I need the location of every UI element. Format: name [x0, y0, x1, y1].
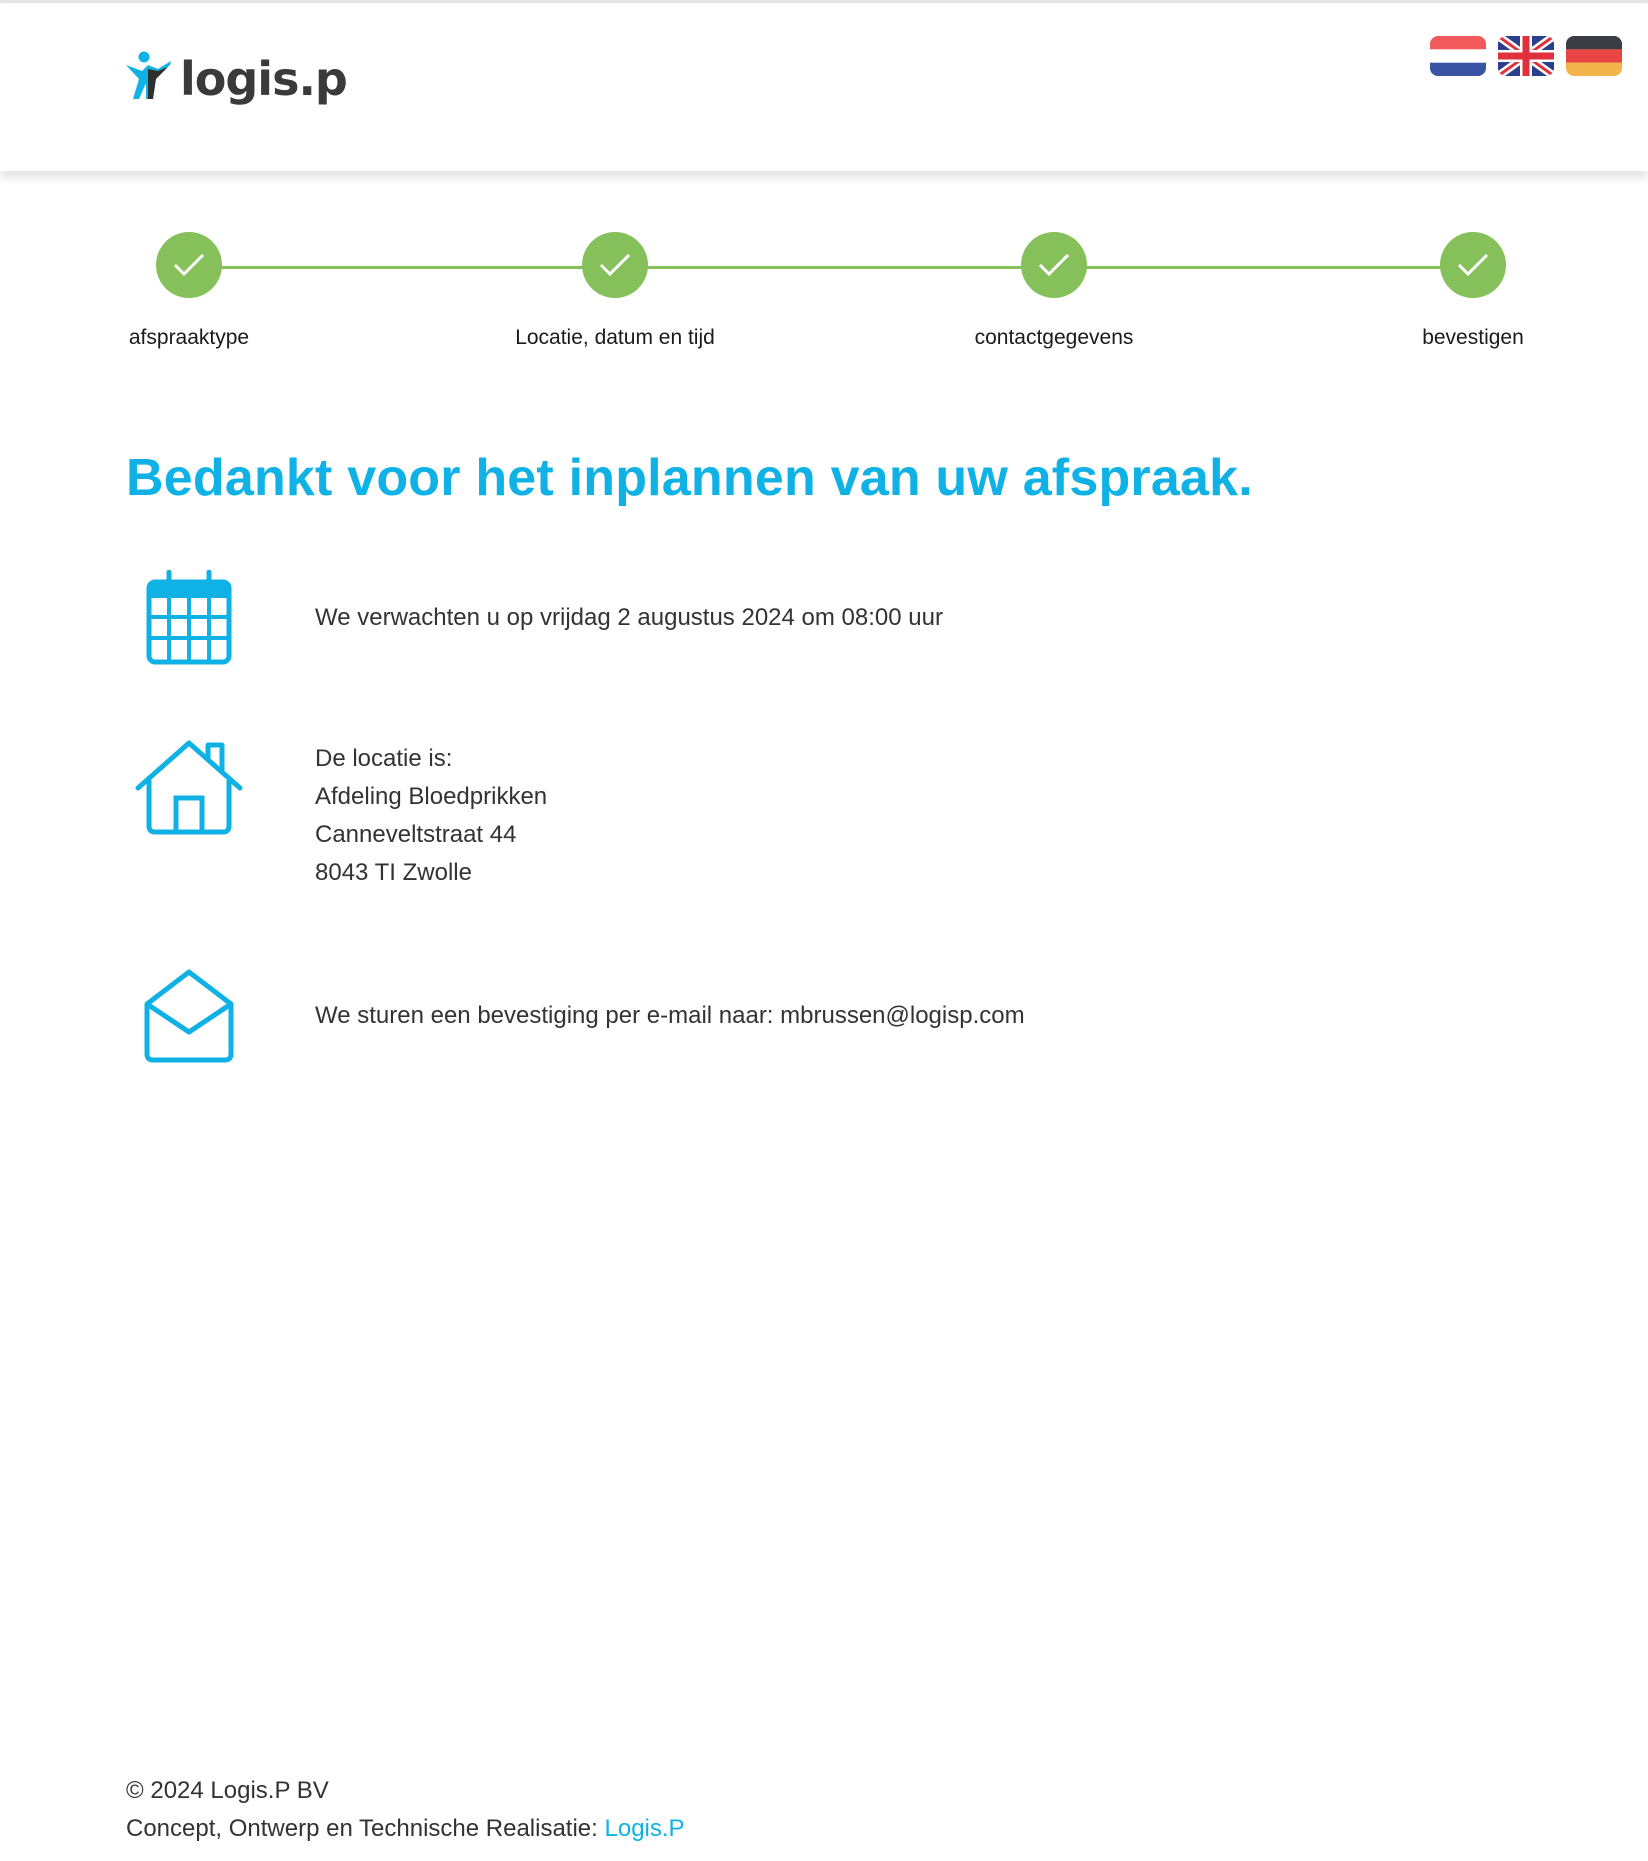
progress-stepper	[0, 232, 1648, 382]
page-title: Bedankt voor het inplannen van uw afspraak.	[126, 449, 1253, 507]
step-afspraaktype	[79, 232, 299, 354]
credit-line	[126, 1810, 685, 1848]
envelope-icon	[126, 968, 252, 1064]
confirmation-email-text: We sturen een bevestiging per e-mail naar: mbrussen@logisp.com	[315, 1002, 1025, 1029]
step-check-circle	[156, 232, 222, 298]
logisp-link[interactable]: Logis.P	[604, 1815, 685, 1842]
logo-person-icon	[124, 51, 174, 107]
step-locatie	[505, 232, 725, 354]
logo[interactable]	[124, 51, 347, 107]
uk-flag-icon[interactable]	[1498, 36, 1554, 76]
stepper-connector	[189, 266, 1473, 269]
calendar-icon	[126, 570, 252, 666]
step-label: afspraaktype	[128, 326, 250, 349]
step-label: contactgegevens	[974, 326, 1134, 349]
credit-prefix: Concept, Ontwerp en Technische Realisatie:	[126, 1815, 605, 1842]
step-bevestigen	[1363, 232, 1583, 354]
copyright-text: © 2024 Logis.P BV	[126, 1777, 329, 1804]
german-flag-icon[interactable]	[1566, 36, 1622, 76]
step-check-circle	[1021, 232, 1087, 298]
location-name: Afdeling Bloedprikken	[315, 783, 548, 810]
location-label: De locatie is:	[315, 745, 453, 772]
dutch-flag-icon[interactable]	[1430, 36, 1486, 76]
location-city: 8043 TI Zwolle	[315, 859, 472, 886]
site-header	[0, 3, 1648, 171]
checkmark-icon	[1456, 252, 1490, 278]
step-check-circle	[582, 232, 648, 298]
appointment-date-row	[126, 570, 1526, 670]
home-icon	[126, 740, 252, 836]
checkmark-icon	[598, 252, 632, 278]
language-switcher	[1430, 36, 1622, 76]
checkmark-icon	[172, 252, 206, 278]
location-street: Canneveltstraat 44	[315, 821, 517, 848]
checkmark-icon	[1037, 252, 1071, 278]
logo-text: logis.p	[180, 52, 347, 106]
step-contactgegevens	[944, 232, 1164, 354]
step-label: Locatie, datum en tijd	[515, 326, 715, 349]
appointment-location-row	[126, 740, 1526, 900]
appointment-date-text: We verwachten u op vrijdag 2 augustus 2024 om 08:00 uur	[315, 604, 943, 631]
confirmation-email-row	[126, 968, 1526, 1068]
step-label: bevestigen	[1422, 326, 1524, 349]
site-footer	[126, 1772, 685, 1848]
step-check-circle	[1440, 232, 1506, 298]
